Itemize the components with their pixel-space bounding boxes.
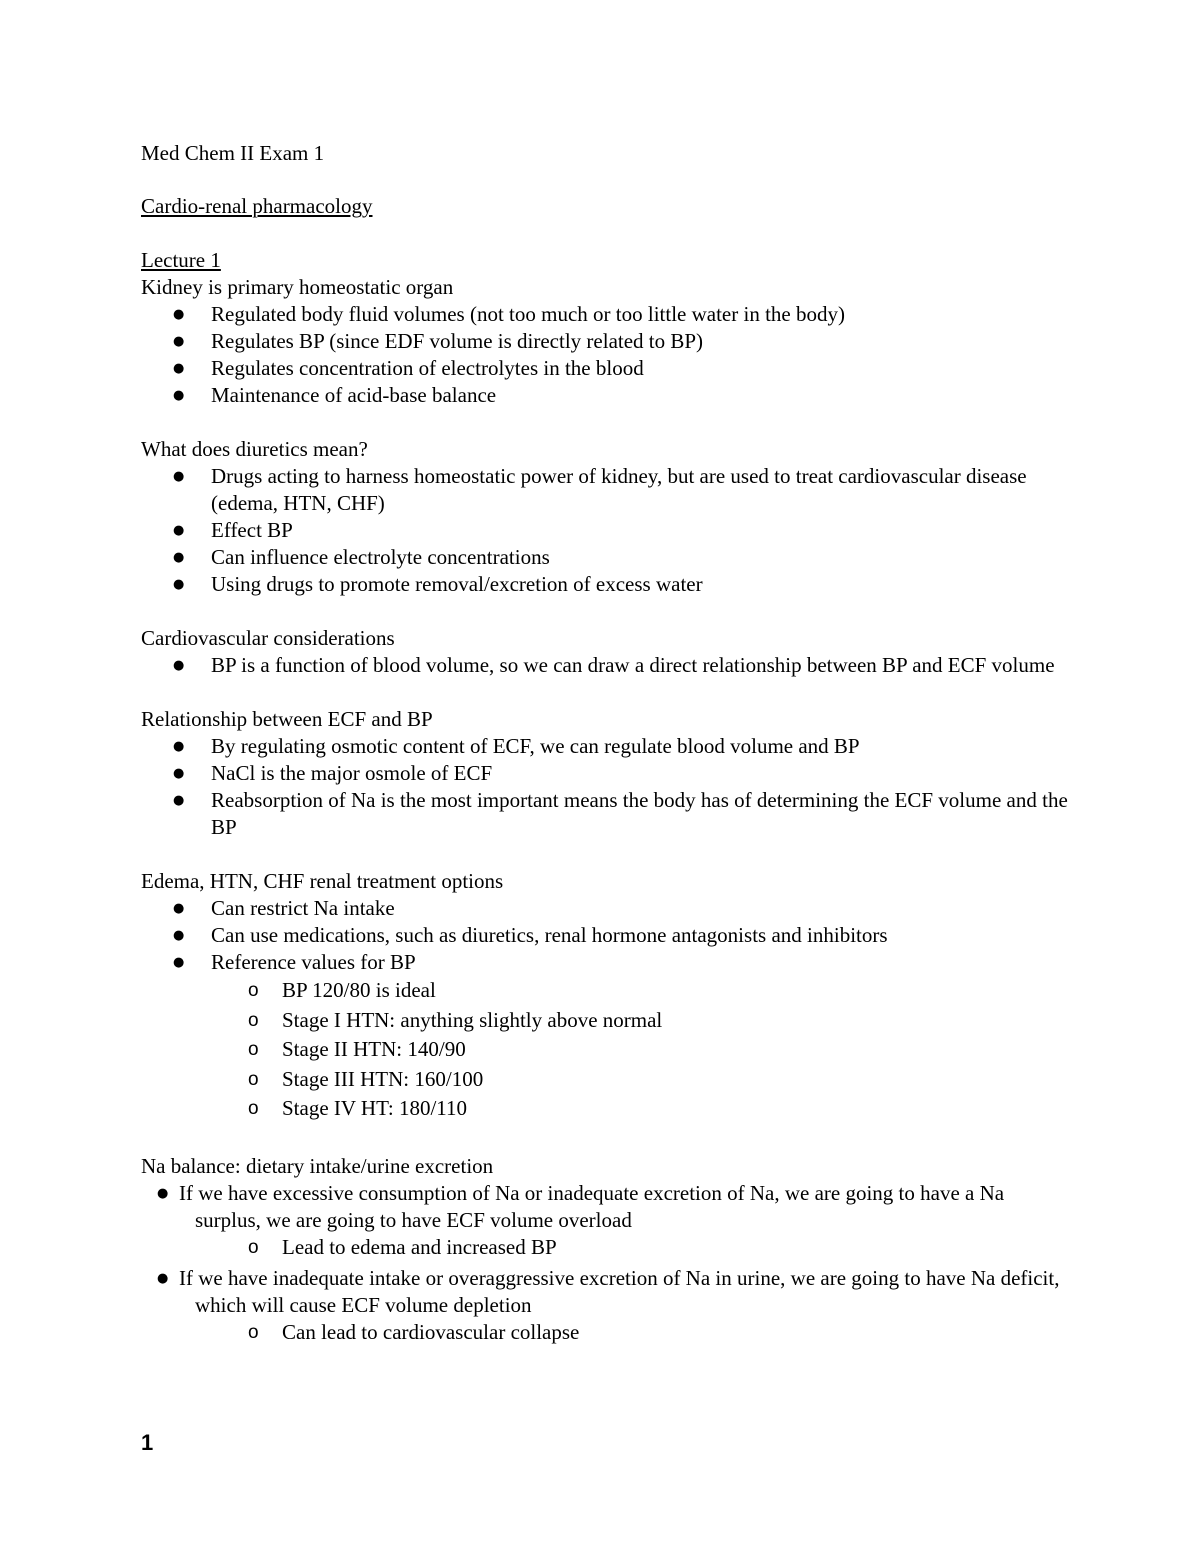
block-treatment xyxy=(141,868,1071,1124)
list-item: ● Can influence electrolyte concentrations xyxy=(141,544,1071,571)
list-item: ● Reabsorption of Na is the most important means the body has of determining the ECF volume and the BP xyxy=(141,787,1071,841)
bullet-list xyxy=(141,652,1071,679)
list-item: ● If we have excessive consumption of Na or inadequate excretion of Na, we are going to have a Na surplus, we are going to have ECF volume overload xyxy=(141,1180,1071,1234)
list-item: ● BP is a function of blood volume, so we can draw a direct relationship between BP and ECF volume xyxy=(141,652,1071,679)
list-item: ● NaCl is the major osmole of ECF xyxy=(141,760,1071,787)
bullet-list xyxy=(141,301,1071,409)
block-heading: Cardiovascular considerations xyxy=(141,626,395,650)
bullet-list xyxy=(141,733,1071,841)
bullet-list xyxy=(141,895,1071,976)
list-item: ● Effect BP xyxy=(141,517,1071,544)
block-na-balance xyxy=(141,1153,1071,1346)
sub-list xyxy=(141,1319,1071,1346)
block-cardiovascular xyxy=(141,625,1071,679)
list-item: ● Reference values for BP xyxy=(141,949,1071,976)
block-heading: Kidney is primary homeostatic organ xyxy=(141,275,454,299)
sub-list-item: o Stage IV HT: 180/110 xyxy=(141,1094,1071,1124)
bullet-list xyxy=(141,1265,1071,1319)
sub-list-item: o Stage III HTN: 160/100 xyxy=(141,1065,1071,1095)
document-page xyxy=(141,140,1071,1373)
list-item: ● Regulates concentration of electrolytes in the blood xyxy=(141,355,1071,382)
sub-list-item: o Stage II HTN: 140/90 xyxy=(141,1035,1071,1065)
page-number: 1 xyxy=(141,1430,154,1455)
bullet-list xyxy=(141,463,1071,598)
list-item: ● If we have inadequate intake or overaggressive excretion of Na in urine, we are going to have Na deficit, which will cause ECF volume depletion xyxy=(141,1265,1071,1319)
list-item: ● Maintenance of acid-base balance xyxy=(141,382,1071,409)
list-item: ● Regulated body fluid volumes (not too much or too little water in the body) xyxy=(141,301,1071,328)
bullet-list xyxy=(141,1180,1071,1234)
block-kidney xyxy=(141,274,1071,409)
document-title: Med Chem II Exam 1 xyxy=(141,141,325,165)
sub-list-item: o Can lead to cardiovascular collapse xyxy=(141,1319,1071,1346)
sub-list-item: o Lead to edema and increased BP xyxy=(141,1234,1071,1261)
list-item: ● Can use medications, such as diuretics, renal hormone antagonists and inhibitors xyxy=(141,922,1071,949)
block-heading: Na balance: dietary intake/urine excretion xyxy=(141,1153,494,1178)
block-heading: Relationship between ECF and BP xyxy=(141,707,433,731)
lecture-heading: Lecture 1 xyxy=(141,248,221,272)
list-item: ● Regulates BP (since EDF volume is directly related to BP) xyxy=(141,328,1071,355)
sub-list xyxy=(141,1234,1071,1261)
list-item: ● Can restrict Na intake xyxy=(141,895,1071,922)
list-item: ● By regulating osmotic content of ECF, we can regulate blood volume and BP xyxy=(141,733,1071,760)
list-item: ● Drugs acting to harness homeostatic power of kidney, but are used to treat cardiovascular disease (edema, HTN, CHF) xyxy=(141,463,1071,517)
block-heading: What does diuretics mean? xyxy=(141,437,368,461)
block-heading: Edema, HTN, CHF renal treatment options xyxy=(141,869,504,893)
sub-list-item: o BP 120/80 is ideal xyxy=(141,976,1071,1006)
sub-list xyxy=(141,976,1071,1124)
block-diuretics xyxy=(141,436,1071,598)
section-heading: Cardio-renal pharmacology xyxy=(141,194,373,218)
sub-list-item: o Stage I HTN: anything slightly above normal xyxy=(141,1006,1071,1036)
block-ecf-bp xyxy=(141,706,1071,841)
list-item: ● Using drugs to promote removal/excretion of excess water xyxy=(141,571,1071,598)
